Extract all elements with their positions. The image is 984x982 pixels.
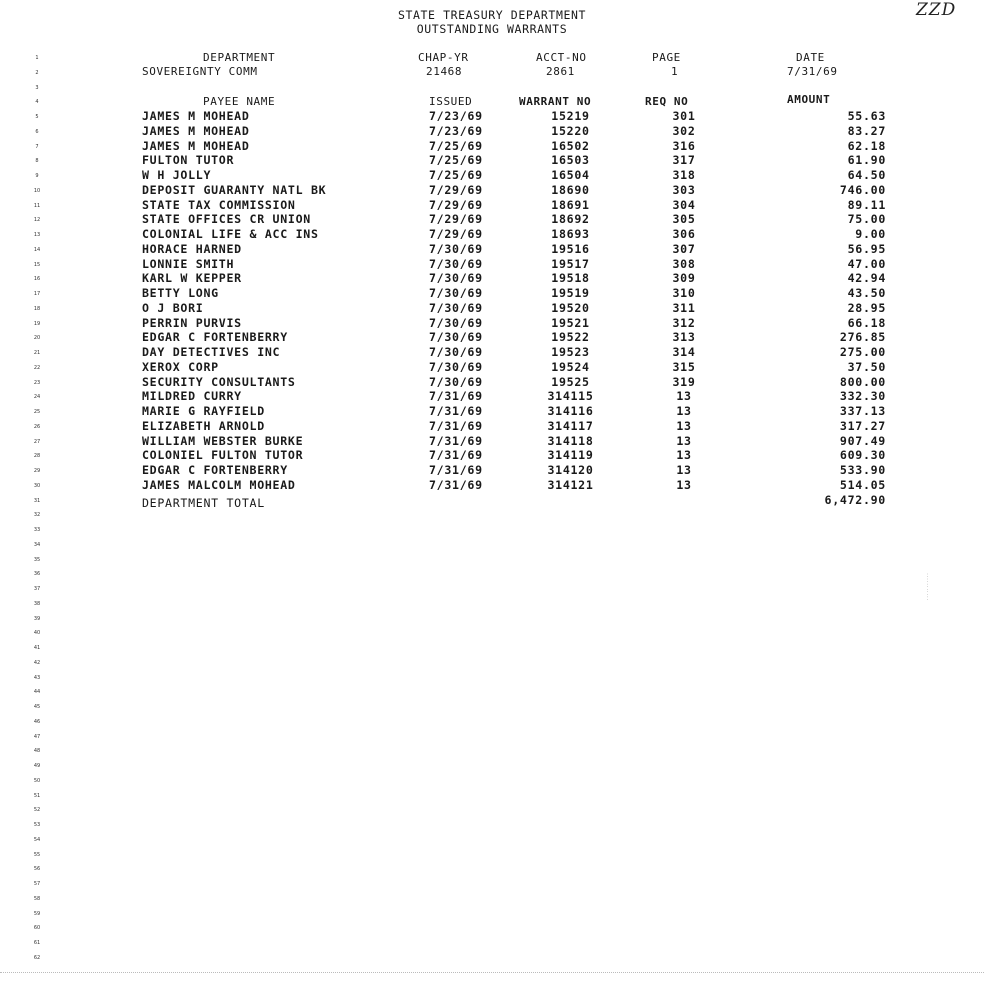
table-row	[0, 242, 984, 257]
amount-cell: 37.50	[847, 359, 886, 374]
amount-cell: 533.90	[839, 463, 886, 477]
line-number: 40	[33, 630, 41, 637]
line-number: 61	[33, 940, 41, 946]
payee-cell: EDGAR C FORTENBERRY	[142, 463, 288, 477]
issued-cell: 7/30/69	[429, 345, 483, 359]
amount-cell: 9.00	[855, 227, 886, 241]
req-no-cell: 304	[672, 197, 696, 212]
payee-cell: ELIZABETH ARNOLD	[142, 418, 265, 433]
req-no-cell: 13	[676, 448, 692, 463]
issued-cell: 7/23/69	[429, 123, 483, 138]
amount-cell: 62.18	[847, 138, 886, 153]
corner-handwritten-mark: ZZD	[916, 0, 957, 20]
amount-cell: 746.00	[839, 182, 886, 197]
payee-cell: W H JOLLY	[142, 168, 212, 182]
line-number: 19	[33, 320, 41, 327]
table-row	[0, 124, 984, 139]
payee-cell: LONNIE SMITH	[142, 256, 235, 271]
line-number: 3	[35, 84, 39, 91]
payee-cell: MARIE G RAYFIELD	[142, 404, 265, 418]
table-row	[0, 227, 984, 242]
line-number: 49	[33, 763, 41, 769]
amount-cell: 42.94	[847, 271, 886, 286]
payee-cell: PERRIN PURVIS	[142, 315, 242, 330]
chap-yr-label: CHAP-YR	[418, 51, 469, 64]
table-row	[0, 434, 984, 449]
table-row	[0, 301, 984, 316]
req-no-cell: 315	[672, 359, 696, 374]
issued-cell: 7/23/69	[429, 109, 483, 123]
req-no-cell: 13	[676, 389, 692, 404]
issued-cell: 7/25/69	[429, 138, 483, 153]
table-row	[0, 109, 984, 124]
warrant-no-cell: 314120	[547, 463, 594, 477]
req-no-column-header: REQ NO	[645, 95, 689, 108]
warrant-no-column-header: WARRANT NO	[519, 95, 592, 108]
payee-cell: STATE OFFICES CR UNION	[142, 212, 311, 227]
line-number: 33	[33, 527, 41, 533]
line-number: 34	[33, 541, 41, 548]
amount-column-header: AMOUNT	[787, 93, 831, 106]
line-number: 60	[33, 925, 41, 932]
payee-cell: STATE TAX COMMISSION	[142, 197, 296, 212]
line-number: 46	[33, 718, 41, 725]
line-number: 5	[35, 114, 39, 120]
payee-cell: JAMES MALCOLM MOHEAD	[142, 477, 296, 492]
table-row	[0, 463, 984, 478]
warrant-no-cell: 19525	[551, 374, 590, 389]
table-row	[0, 153, 984, 168]
warrant-no-cell: 18691	[551, 197, 590, 212]
issued-cell: 7/29/69	[429, 227, 483, 241]
line-number: 51	[33, 792, 41, 799]
line-number: 32	[33, 512, 41, 519]
warrant-no-cell: 19520	[551, 300, 590, 315]
issued-cell: 7/29/69	[429, 197, 483, 212]
acct-no-label: ACCT-NO	[536, 51, 587, 64]
payee-cell: COLONIAL LIFE & ACC INS	[142, 227, 319, 241]
amount-cell: 43.50	[847, 286, 886, 300]
warrant-no-cell: 314117	[547, 418, 594, 433]
issued-cell: 7/30/69	[429, 374, 483, 389]
page-label: PAGE	[652, 51, 681, 64]
line-number: 56	[33, 866, 41, 873]
warrant-no-cell: 15219	[551, 109, 590, 123]
page-value: 1	[671, 65, 679, 78]
req-no-cell: 301	[672, 109, 696, 123]
issued-cell: 7/31/69	[429, 404, 483, 418]
line-number: 15	[33, 261, 41, 268]
table-row	[0, 448, 984, 463]
issued-cell: 7/30/69	[429, 300, 483, 315]
acct-no-value: 2861	[546, 65, 575, 78]
warrant-no-cell: 19516	[551, 241, 590, 256]
issued-cell: 7/25/69	[429, 153, 483, 168]
req-no-cell: 13	[676, 463, 692, 477]
warrant-no-cell: 16502	[551, 138, 590, 153]
line-number: 58	[33, 895, 41, 902]
req-no-cell: 306	[672, 227, 696, 241]
payee-cell: JAMES M MOHEAD	[142, 138, 250, 153]
warrant-no-cell: 19517	[551, 256, 590, 271]
req-no-cell: 310	[672, 286, 696, 300]
warrant-no-cell: 19522	[551, 330, 590, 345]
form-number-sidenote: · · · · · · · · · · ·	[925, 573, 930, 600]
amount-cell: 317.27	[839, 418, 886, 433]
report-subtitle: OUTSTANDING WARRANTS	[416, 22, 568, 36]
warrant-no-cell: 19524	[551, 359, 590, 374]
warrant-no-cell: 314118	[547, 433, 594, 448]
payee-cell: KARL W KEPPER	[142, 271, 242, 286]
line-number: 30	[33, 482, 41, 489]
payee-cell: XEROX CORP	[142, 359, 219, 374]
issued-cell: 7/29/69	[429, 212, 483, 227]
table-row	[0, 316, 984, 331]
issued-cell: 7/31/69	[429, 448, 483, 463]
issued-cell: 7/30/69	[429, 241, 483, 256]
payee-cell: EDGAR C FORTENBERRY	[142, 330, 288, 345]
line-number: 17	[33, 291, 41, 297]
payee-cell: COLONIEL FULTON TUTOR	[142, 448, 304, 463]
line-number: 4	[35, 99, 39, 106]
req-no-cell: 308	[672, 256, 696, 271]
warrant-no-cell: 19518	[551, 271, 590, 286]
issued-cell: 7/31/69	[429, 389, 483, 404]
payee-cell: HORACE HARNED	[142, 241, 242, 256]
line-number: 35	[33, 556, 41, 563]
warrant-no-cell: 314121	[547, 477, 594, 492]
payee-cell: WILLIAM WEBSTER BURKE	[142, 433, 304, 448]
req-no-cell: 13	[676, 404, 692, 418]
amount-cell: 56.95	[847, 241, 886, 256]
issued-cell: 7/30/69	[429, 286, 483, 300]
line-number: 20	[33, 335, 41, 342]
amount-cell: 89.11	[847, 197, 886, 212]
line-number: 14	[33, 246, 41, 253]
payee-cell: MILDRED CURRY	[142, 389, 242, 404]
warrant-no-cell: 16503	[551, 153, 590, 168]
line-number: 28	[33, 453, 41, 460]
issued-cell: 7/30/69	[429, 330, 483, 345]
warrant-no-cell: 15220	[551, 123, 590, 138]
department-value: SOVEREIGNTY COMM	[142, 65, 258, 78]
issued-cell: 7/30/69	[429, 315, 483, 330]
warrant-no-cell: 19521	[551, 315, 590, 330]
req-no-cell: 312	[672, 315, 696, 330]
payee-cell: JAMES M MOHEAD	[142, 109, 250, 123]
warrant-no-cell: 314115	[547, 389, 594, 404]
req-no-cell: 302	[672, 123, 696, 138]
line-number: 52	[33, 807, 41, 814]
payee-cell: FULTON TUTOR	[142, 153, 235, 168]
payee-cell: JAMES M MOHEAD	[142, 123, 250, 138]
table-row	[0, 360, 984, 375]
amount-cell: 609.30	[839, 448, 886, 463]
warrant-no-cell: 314116	[547, 404, 594, 418]
payee-name-column-header: PAYEE NAME	[203, 95, 276, 108]
issued-cell: 7/30/69	[429, 256, 483, 271]
amount-cell: 275.00	[839, 345, 886, 359]
issued-cell: 7/31/69	[429, 418, 483, 433]
line-number: 12	[33, 217, 41, 224]
line-number: 24	[33, 394, 41, 401]
warrant-no-cell: 16504	[551, 168, 590, 182]
line-number: 53	[33, 822, 41, 828]
req-no-cell: 303	[672, 182, 696, 197]
line-number: 59	[33, 910, 41, 917]
line-number: 1	[35, 55, 39, 61]
payee-cell: SECURITY CONSULTANTS	[142, 374, 296, 389]
chap-yr-value: 21468	[426, 65, 463, 78]
line-number: 38	[33, 600, 41, 607]
line-number: 11	[33, 202, 41, 209]
amount-cell: 276.85	[839, 330, 886, 345]
table-row	[0, 271, 984, 286]
line-number: 6	[35, 128, 39, 135]
table-row	[0, 183, 984, 198]
line-number: 8	[35, 158, 39, 165]
issued-cell: 7/25/69	[429, 168, 483, 182]
issued-column-header: ISSUED	[429, 95, 473, 108]
table-row	[0, 212, 984, 227]
line-number: 21	[33, 350, 41, 356]
req-no-cell: 307	[672, 241, 696, 256]
amount-cell: 907.49	[839, 433, 886, 448]
amount-cell: 332.30	[839, 389, 886, 404]
line-number: 26	[33, 423, 41, 430]
line-number: 36	[33, 571, 41, 578]
amount-cell: 75.00	[847, 212, 886, 227]
table-row	[0, 286, 984, 301]
warrant-no-cell: 314119	[547, 448, 594, 463]
table-row	[0, 389, 984, 404]
line-number: 18	[33, 305, 41, 312]
date-value: 7/31/69	[787, 65, 838, 78]
table-row	[0, 168, 984, 183]
table-row	[0, 139, 984, 154]
line-number: 7	[35, 143, 39, 150]
line-number: 41	[33, 645, 41, 651]
line-number: 45	[33, 704, 41, 710]
warrant-no-cell: 19519	[551, 286, 590, 300]
table-row	[0, 478, 984, 493]
amount-cell: 64.50	[847, 168, 886, 182]
table-row	[0, 404, 984, 419]
issued-cell: 7/30/69	[429, 359, 483, 374]
warrant-rows	[0, 109, 984, 493]
table-row	[0, 345, 984, 360]
amount-cell: 66.18	[847, 315, 886, 330]
req-no-cell: 13	[676, 433, 692, 448]
req-no-cell: 314	[672, 345, 696, 359]
report-title: STATE TREASURY DEPARTMENT	[397, 8, 587, 22]
line-number: 22	[33, 364, 41, 371]
line-number: 25	[33, 409, 41, 415]
req-no-cell: 319	[672, 374, 696, 389]
amount-cell: 61.90	[847, 153, 886, 168]
line-number-gutter	[30, 51, 44, 966]
payee-cell: DAY DETECTIVES INC	[142, 345, 281, 359]
issued-cell: 7/31/69	[429, 433, 483, 448]
perforation-line	[0, 972, 984, 973]
line-number: 2	[35, 69, 39, 76]
line-number: 48	[33, 748, 41, 755]
payee-cell: BETTY LONG	[142, 286, 219, 300]
req-no-cell: 318	[672, 168, 696, 182]
payee-cell: O J BORI	[142, 300, 204, 315]
department-total-label: DEPARTMENT TOTAL	[142, 496, 265, 510]
line-number: 23	[33, 379, 41, 386]
issued-cell: 7/29/69	[429, 182, 483, 197]
req-no-cell: 13	[676, 418, 692, 433]
amount-cell: 55.63	[847, 109, 886, 123]
warrant-no-cell: 18692	[551, 212, 590, 227]
line-number: 50	[33, 777, 41, 784]
req-no-cell: 13	[676, 477, 692, 492]
date-label: DATE	[796, 51, 825, 64]
line-number: 54	[33, 836, 41, 843]
table-row	[0, 257, 984, 272]
line-number: 62	[33, 954, 41, 961]
line-number: 16	[33, 276, 41, 283]
line-number: 55	[33, 851, 41, 858]
line-number: 31	[33, 497, 41, 504]
req-no-cell: 311	[672, 300, 696, 315]
warrant-no-cell: 19523	[551, 345, 590, 359]
line-number: 44	[33, 689, 41, 696]
table-row	[0, 330, 984, 345]
table-row	[0, 375, 984, 390]
req-no-cell: 305	[672, 212, 696, 227]
req-no-cell: 317	[672, 153, 696, 168]
req-no-cell: 316	[672, 138, 696, 153]
line-number: 27	[33, 438, 41, 445]
amount-cell: 337.13	[839, 404, 886, 418]
amount-cell: 514.05	[839, 477, 886, 492]
issued-cell: 7/31/69	[429, 477, 483, 492]
amount-cell: 83.27	[847, 123, 886, 138]
warrant-no-cell: 18690	[551, 182, 590, 197]
payee-cell: DEPOSIT GUARANTY NATL BK	[142, 182, 327, 197]
line-number: 10	[33, 187, 41, 194]
warrant-no-cell: 18693	[551, 227, 590, 241]
department-total-amount: 6,472.90	[824, 493, 886, 507]
line-number: 39	[33, 615, 41, 622]
amount-cell: 28.95	[847, 300, 886, 315]
line-number: 57	[33, 881, 41, 887]
req-no-cell: 309	[672, 271, 696, 286]
line-number: 47	[33, 733, 41, 740]
issued-cell: 7/30/69	[429, 271, 483, 286]
department-label: DEPARTMENT	[203, 51, 276, 64]
table-row	[0, 198, 984, 213]
amount-cell: 800.00	[839, 374, 886, 389]
line-number: 37	[33, 586, 41, 592]
table-row	[0, 419, 984, 434]
line-number: 29	[33, 468, 41, 474]
line-number: 13	[33, 232, 41, 238]
issued-cell: 7/31/69	[429, 463, 483, 477]
line-number: 42	[33, 659, 41, 666]
amount-cell: 47.00	[847, 256, 886, 271]
line-number: 43	[33, 674, 41, 681]
line-number: 9	[35, 173, 39, 179]
req-no-cell: 313	[672, 330, 696, 345]
